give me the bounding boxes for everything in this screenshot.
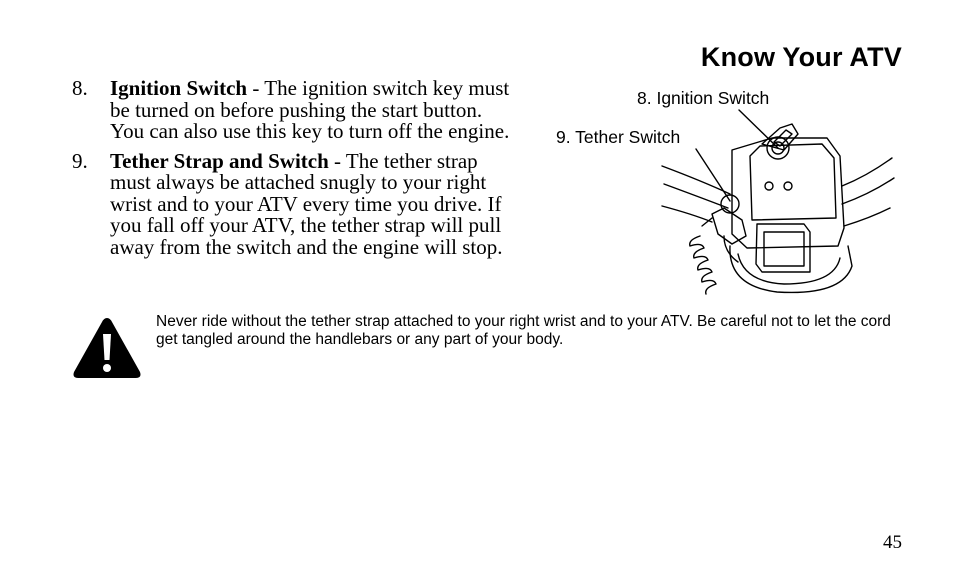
page-number: 45	[883, 532, 902, 553]
atv-handlebar-illustration	[552, 86, 902, 301]
warning-triangle-icon	[72, 316, 142, 380]
item-body	[110, 78, 517, 143]
callout-ignition-switch: 8. Ignition Switch	[637, 88, 770, 108]
warning-text: Never ride without the tether strap attached to your right wrist and to your ATV. Be careful not to let the cord get tangled around the handlebars or any part of your body.	[156, 313, 891, 348]
item-text: - The ignition switch key must be turned on before pushing the start button. You can also use this key to turn off the engine.	[110, 76, 510, 143]
item-list	[72, 78, 517, 266]
item-term: Ignition Switch	[110, 76, 248, 100]
switch-housing-drawing	[552, 86, 902, 301]
item-body	[110, 148, 517, 259]
list-item-tether	[72, 148, 517, 259]
item-number: 9.	[72, 148, 88, 173]
item-number: 8.	[72, 76, 88, 100]
callout-tether-switch: 9. Tether Switch	[556, 127, 681, 147]
page-title: Know Your ATV	[700, 42, 902, 72]
item-text: - The tether strap must always be attached snugly to your right wrist and to your ATV every time you drive. If you fall off your ATV, the tether strap will pull away from the switch and the engine will stop.	[110, 148, 503, 259]
list-item-ignition	[72, 78, 517, 143]
item-term: Tether Strap and Switch	[110, 148, 329, 173]
